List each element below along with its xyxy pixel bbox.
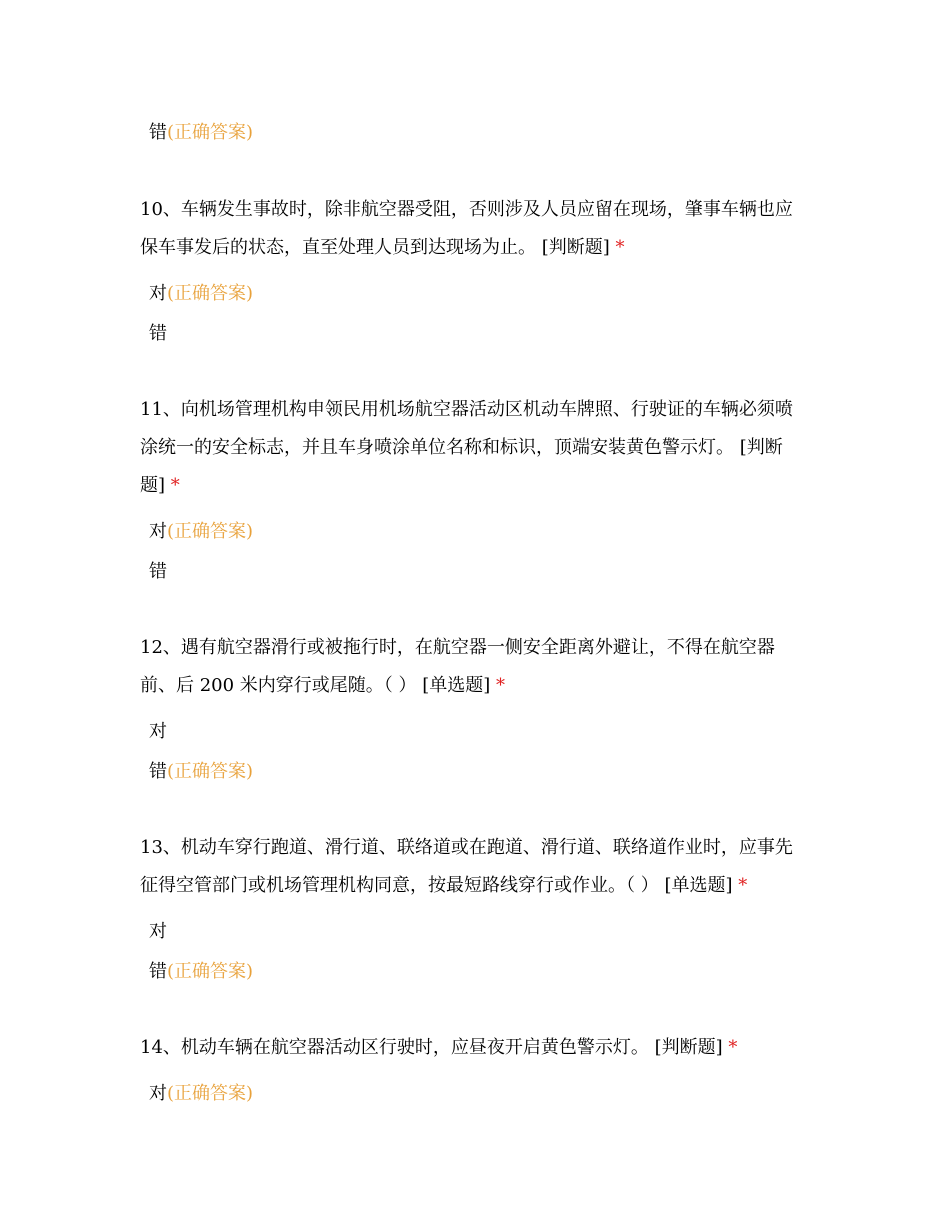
question-type-label: [判断题] — [654, 1037, 723, 1058]
correct-answer-marker: (正确答案) — [167, 1083, 254, 1104]
question-text-line: 13、机动车穿行跑道、滑行道、联络道或在跑道、滑行道、联络道作业时，应事先 — [140, 837, 793, 858]
option-label: 错 — [149, 961, 167, 982]
option-q10-wrong — [149, 322, 167, 346]
correct-answer-marker: (正确答案) — [167, 961, 254, 982]
correct-answer-marker: (正确答案) — [167, 283, 254, 304]
correct-answer-marker: (正确答案) — [167, 122, 254, 143]
question-type-label: [判断题] — [541, 237, 610, 258]
option-label: 对 — [149, 921, 167, 942]
question-14 — [140, 1029, 820, 1067]
option-q13-wrong — [149, 960, 253, 984]
question-11 — [140, 391, 820, 505]
question-text-line: 12、遇有航空器滑行或被拖行时，在航空器一侧安全距离外避让，不得在航空器 — [140, 637, 775, 658]
required-marker: * — [170, 475, 180, 496]
option-label: 错 — [149, 122, 167, 143]
question-12 — [140, 629, 820, 705]
option-label: 对 — [149, 721, 167, 742]
option-q12-wrong — [149, 760, 253, 784]
question-text-line: 保车事发后的状态，直至处理人员到达现场为止。 — [140, 237, 536, 258]
question-text-line: 11、向机场管理机构申领民用机场航空器活动区机动车牌照、行驶证的车辆必须喷 — [140, 399, 793, 420]
option-label: 错 — [149, 761, 167, 782]
question-text-line: 10、车辆发生事故时，除非航空器受阻，否则涉及人员应留在现场，肇事车辆也应 — [140, 199, 793, 220]
question-text-line: 题] — [140, 475, 166, 496]
option-q9-wrong — [149, 121, 253, 145]
option-q10-right — [149, 282, 253, 306]
required-marker: * — [615, 237, 625, 258]
question-13 — [140, 829, 820, 905]
option-label: 对 — [149, 283, 167, 304]
option-q11-right — [149, 520, 253, 544]
question-text-line: 涂统一的安全标志，并且车身喷涂单位名称和标识，顶端安装黄色警示灯。 [判断 — [140, 437, 783, 458]
option-label: 对 — [149, 521, 167, 542]
question-text-line: 前、后 200 米内穿行或尾随。（ ） — [140, 675, 417, 696]
question-type-label: [单选题] — [422, 675, 491, 696]
question-text-line: 14、机动车辆在航空器活动区行驶时，应昼夜开启黄色警示灯。 — [140, 1037, 649, 1058]
required-marker: * — [728, 1037, 738, 1058]
option-label: 错 — [149, 561, 167, 582]
correct-answer-marker: (正确答案) — [167, 521, 254, 542]
option-q12-right — [149, 720, 167, 744]
correct-answer-marker: (正确答案) — [167, 761, 254, 782]
option-label: 对 — [149, 1083, 167, 1104]
question-type-label: [单选题] — [664, 875, 733, 896]
option-label: 错 — [149, 323, 167, 344]
question-10 — [140, 191, 820, 267]
required-marker: * — [496, 675, 506, 696]
option-q11-wrong — [149, 560, 167, 584]
option-q14-right — [149, 1082, 253, 1106]
question-text-line: 征得空管部门或机场管理机构同意，按最短路线穿行或作业。（ ） — [140, 875, 659, 896]
required-marker: * — [738, 875, 748, 896]
option-q13-right — [149, 920, 167, 944]
